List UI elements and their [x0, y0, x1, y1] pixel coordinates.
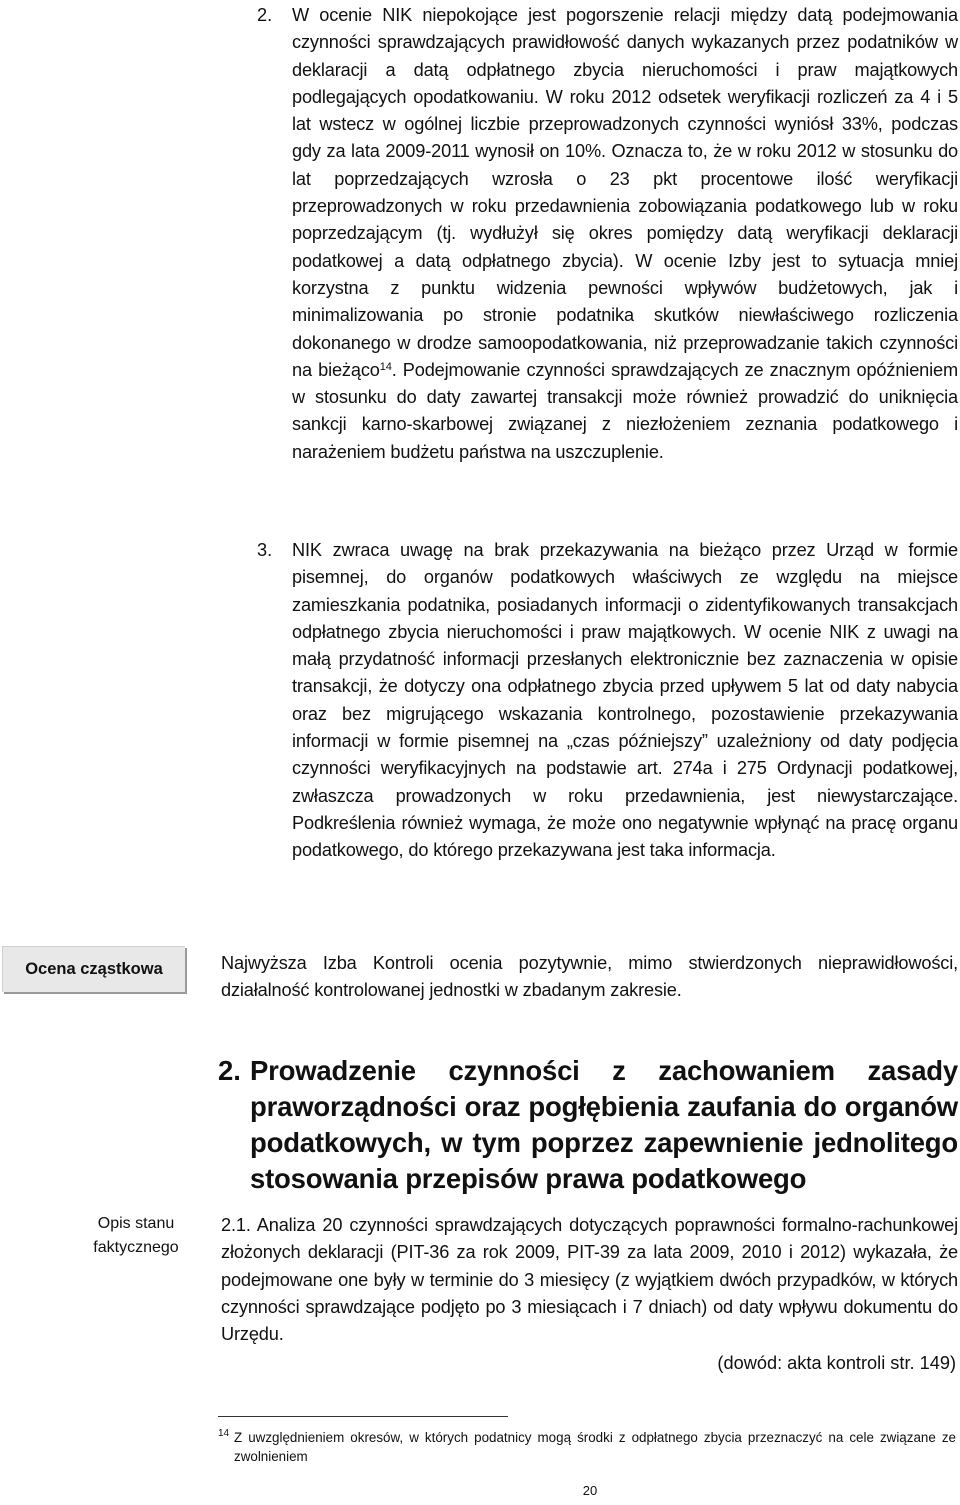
item-2-text-part1: W ocenie NIK niepokojące jest pogorszenie relacji między datą podejmowania czynności sprawdzających prawidłowość danych wykazanych przez podatników w deklaracji a datą odpłatnego zbycia nieruchomości i praw majątkowych podlegających opodatkowaniu. W roku 2012 odsetek weryfikacji rozliczeń za 4 i 5 lat wstecz w ogólnej liczbie przeprowadzonych czynności wyniósł 33%, podczas gdy za lata 2009-2011 wynosił on 10%. Oznacza to, że w roku 2012 w stosunku do lat poprzedzających wzrosła o 23 pkt procentowe ilość weryfikacji przeprowadzonych w roku przedawnienia zobowiązania podatkowego lub w roku poprzedzającym (tj. wydłużył się okres pomiędzy datą weryfikacji deklaracji podatkowej a datą odpłatnego zbycia). W ocenie Izby jest to sytuacja mniej korzystna z punktu widzenia pewności wpływów budżetowych, jak i minimalizowania po stronie podatnika skutków niewłaściwego rozliczenia dokonanego w drodze samoopodatkowania, niż przeprowadzanie takich czynności na bieżąco	[292, 5, 958, 380]
footnote-separator	[218, 1416, 508, 1417]
side-label-opis-stanu	[62, 1212, 210, 1260]
footnote-reference[interactable]: 14	[379, 360, 392, 373]
item-2-text-part2: . Podejmowanie czynności sprawdzających ze znacznym opóźnieniem w stosunku do daty zawartej transakcji może również prowadzić do uniknięcia sankcji karno-skarbowej związanej z niezłożeniem zeznania podatkowego i narażeniem budżetu państwa na uszczuplenie.	[292, 359, 958, 462]
item-number: 3.	[257, 540, 273, 560]
ocena-czastkowa-label: Ocena cząstkowa	[2, 946, 185, 992]
item-3-paragraph: NIK zwraca uwagę na brak przekazywania na bieżąco przez Urząd w formie pisemnej, do organów podatkowych właściwych ze względu na miejsce zamieszkania podatnika, posiadanych informacji o zidentyfikowanych transakcjach odpłatnego zbycia nieruchomości i praw majątkowych. W ocenie NIK z uwagi na małą przydatność informacji przesłanych elektronicznie bez zaznaczenia w opisie transakcji, że dotyczy ona odpłatnego zbycia przed upływem 5 lat od daty nabycia oraz bez migrującego wskazania kontrolnego, pozostawienie przekazywania informacji w formie pisemnej na „czas późniejszy” uzależniony od daty podjęcia czynności weryfikacyjnych na podstawie art. 274a i 275 Ordynacji podatkowej, zwłaszcza prowadzonych w roku przedawnienia, jest niewystarczające. Podkreślenia również wymaga, że może ono negatywnie wpłynąć na pracę organu podatkowego, do którego przekazywana jest taka informacja.	[292, 540, 958, 861]
item-2-paragraph	[292, 2, 958, 466]
footnote-text: Z uwzględnieniem okresów, w których podatnicy mogą środki z odpłatnego zbycia przeznaczyć na cele związane ze zwolnieniem	[234, 1430, 956, 1464]
page-number: 20	[582, 1483, 598, 1498]
section-number: 2.	[218, 1055, 241, 1086]
side-label-line: Opis stanu	[97, 1215, 175, 1232]
ocena-text: Najwyższa Izba Kontroli ocenia pozytywnie, mimo stwierdzonych nieprawidłowości, działalność kontrolowanej jednostki w zbadanym zakresie.	[221, 953, 958, 1001]
evidence-note: (dowód: akta kontroli str. 149)	[717, 1353, 956, 1373]
side-label-line: faktycznego	[93, 1239, 179, 1256]
section-heading	[218, 1053, 958, 1197]
subsection-paragraph	[221, 1212, 958, 1348]
footnote-number: 14	[218, 1428, 230, 1439]
section-title: Prowadzenie czynności z zachowaniem zasady praworządności oraz pogłębienia zaufania do organów podatkowych, w tym poprzez zapewnienie jednolitego stosowania przepisów prawa podatkowego	[250, 1055, 958, 1194]
subsection-number: 2.1.	[221, 1215, 251, 1235]
item-number: 2.	[257, 5, 273, 25]
subsection-text: Analiza 20 czynności sprawdzających dotyczących poprawności formalno-rachunkowej złożonych deklaracji (PIT-36 za rok 2009, PIT-39 za lata 2009, 2010 i 2012) wykazała, że podejmowane one były w terminie do 3 miesięcy (z wyjątkiem dwóch przypadków, w których czynności sprawdzające podjęto po 3 miesiącach i 7 dniach) od daty wpływu dokumentu do Urzędu.	[221, 1215, 958, 1345]
